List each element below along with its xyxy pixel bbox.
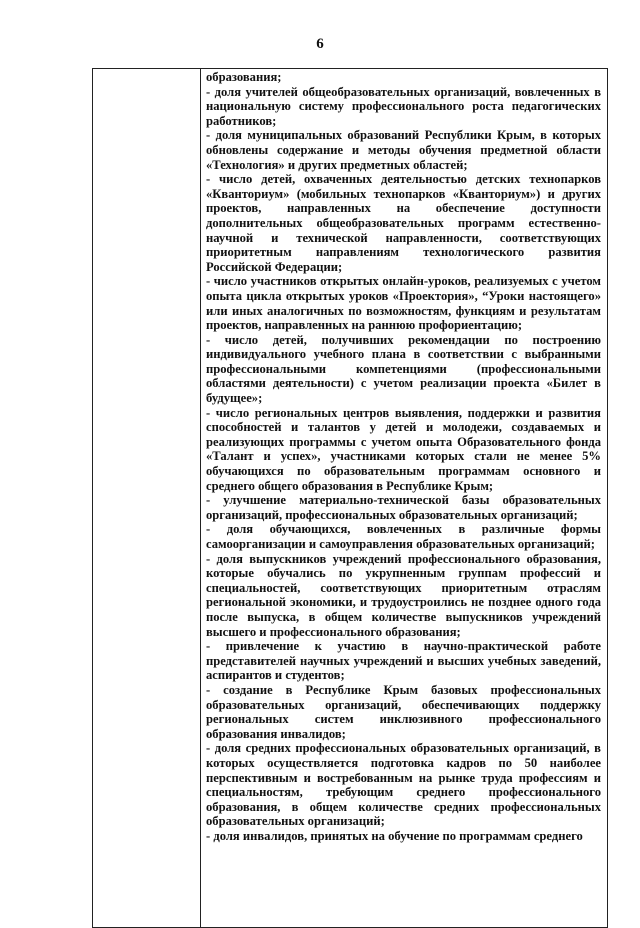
- list-item: - привлечение к участию в научно-практической работе представителей научных учреждений и высших учебных заведений, аспирантов и студентов;: [206, 639, 601, 683]
- list-item: - число региональных центров выявления, поддержки и развития способностей и талантов у детей и молодежи, создаваемых и реализующих программы с учетом опыта Образовательного фонда «Талант и успех», участниками которых стали не менее 5% обучающихся по образовательным программам основного и среднего общего образования в Республике Крым;: [206, 405, 601, 493]
- list-item: образования;: [206, 70, 282, 84]
- list-item: - число детей, получивших рекомендации по построению индивидуального учебного плана в соответствии с выбранными профессиональными компетенциями (профессиональными областями деятельности) с учетом реализации проекта «Билет в будущее»;: [206, 332, 601, 406]
- list-item: - доля муниципальных образований Республики Крым, в которых обновлены содержание и методы обучения предметной области «Технология» и других предметных областей;: [206, 128, 601, 172]
- list-item: - доля обучающихся, вовлеченных в различные формы самоорганизации и самоуправления образовательных организаций;: [206, 522, 601, 551]
- list-item: - число участников открытых онлайн-уроков, реализуемых с учетом опыта цикла открытых уроков «Проектория», “Уроки настоящего» или иных аналогичных по возможностям, функциям и результатам проектов, направленных на раннюю профориентацию;: [206, 274, 601, 333]
- list-item: - доля инвалидов, принятых на обучение по программам среднего: [206, 828, 583, 843]
- column-divider: [200, 69, 201, 927]
- indicator-list: [206, 70, 601, 843]
- list-item: - доля выпускников учреждений профессионального образования, которые обучались по укрупненным группам профессий и специальностей, соответствующих приоритетным отраслям региональной экономики, и трудоустроились не позднее одного года после выпуска, в общем количестве выпускников учреждений высшего и профессионального образования;: [206, 551, 601, 639]
- list-item: - число детей, охваченных деятельностью детских технопарков «Кванториум» (мобильных технопарков «Кванториум») и других проектов, направленных на обеспечение доступности дополнительных общеобразовательных программ естественно-научной и технической направленности, соответствующих приоритетным направлениям технологического развития Российской Федерации;: [206, 172, 601, 274]
- list-item: - доля учителей общеобразовательных организаций, вовлеченных в национальную систему профессионального роста педагогических работников;: [206, 84, 601, 128]
- page-number: 6: [316, 36, 324, 52]
- list-item: - улучшение материально-технической базы образовательных организаций, профессиональных образовательных организаций;: [206, 493, 601, 522]
- list-item: - доля средних профессиональных образовательных организаций, в которых осуществляется подготовка кадров по 50 наиболее перспективным и востребованным на рынке труда профессиям и специальностям, требующим среднего профессионального образования, в общем количестве средних профессиональных образовательных организаций;: [206, 741, 601, 829]
- list-item: - создание в Республике Крым базовых профессиональных образовательных организаций, обеспечивающих поддержку региональных систем инклюзивного профессионального образования инвалидов;: [206, 682, 601, 741]
- indicator-table: [92, 68, 608, 928]
